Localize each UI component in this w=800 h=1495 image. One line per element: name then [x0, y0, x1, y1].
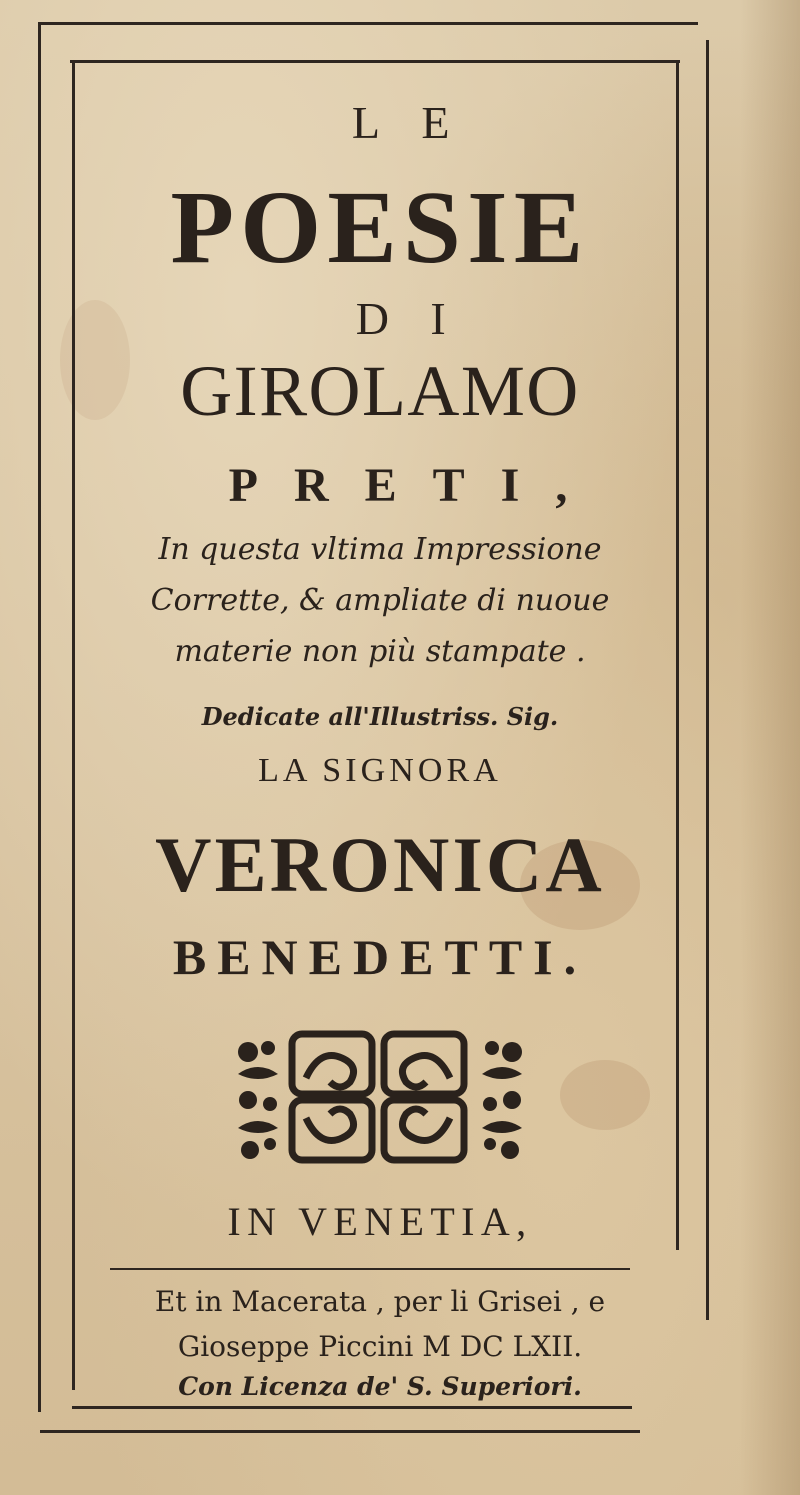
imprint-line: Con Licenza de' S. Superiori.	[178, 1372, 582, 1401]
printers-ornament-icon	[228, 1030, 533, 1165]
frame-rule-bottom-outer	[40, 1430, 640, 1433]
place-of-publication: IN VENETIA,	[227, 1199, 533, 1244]
frame-rule-bottom-inner	[72, 1406, 632, 1409]
imprint-line: Gioseppe Piccini M DC LXII.	[177, 1330, 583, 1363]
author-surname: PRETI,	[228, 459, 604, 512]
subtitle-line: materie non più stampate .	[174, 634, 586, 669]
imprint-rule	[110, 1268, 630, 1270]
frame-rule-right-outer	[706, 40, 709, 1320]
frame-rule-left-inner	[72, 60, 75, 1390]
subtitle-line: Corrette, & ampliate di nuoue	[150, 583, 610, 618]
la-signora: LA SIGNORA	[258, 752, 502, 789]
dedication-line: Dedicate all'Illustriss. Sig.	[201, 702, 559, 731]
frame-rule-top-outer	[38, 22, 698, 25]
imprint-line: Et in Macerata , per li Grisei , e	[154, 1285, 606, 1318]
subtitle-line: In questa vltima Impressione	[158, 532, 602, 567]
stain	[560, 1060, 650, 1130]
author-first-name: GIROLAMO	[180, 351, 580, 431]
title-main: POESIE	[170, 170, 590, 285]
frame-rule-left-outer	[38, 22, 41, 1412]
dedicatee-first-name: VERONICA	[155, 821, 605, 908]
dedicatee-surname: BENEDETTI.	[172, 929, 588, 985]
frame-rule-top-inner	[70, 60, 680, 63]
title-di: DI	[355, 293, 488, 344]
page-edge	[740, 0, 800, 1495]
title-article: LE	[351, 97, 491, 148]
